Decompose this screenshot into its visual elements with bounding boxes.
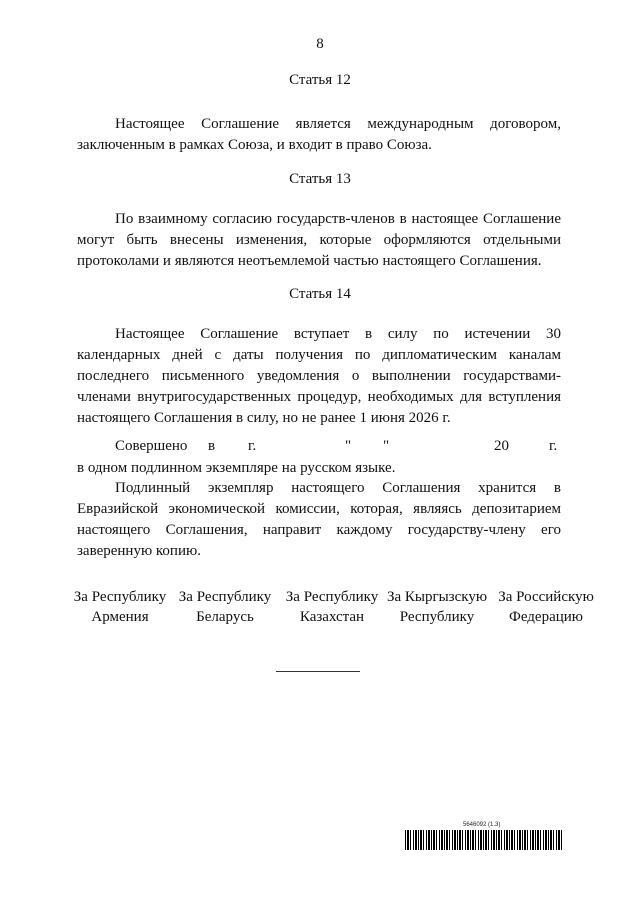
quote-open: ": [345, 438, 352, 454]
barcode-number: 5646092 (1.3): [463, 822, 501, 828]
signatory-line1: За Республику: [178, 589, 272, 605]
quote-close: ": [383, 438, 390, 454]
signatory-kyrgyzstan: [386, 587, 488, 627]
page-number: 8: [316, 36, 324, 52]
signatory-line2: Казахстан: [299, 609, 365, 625]
year-prefix: 20: [494, 438, 509, 454]
barcode-image: [405, 830, 562, 850]
copy-line: в одном подлинном экземпляре на русском языке.: [77, 460, 396, 476]
signatory-line1: За Кыргызскую: [386, 589, 488, 605]
signatory-kazakhstan: [282, 587, 382, 627]
article-13-title: Статья 13: [289, 171, 351, 187]
in-word: в: [208, 438, 216, 454]
signatory-line2: Республику: [399, 609, 475, 625]
year-suffix: г.: [549, 438, 558, 454]
article-12-title: Статья 12: [289, 72, 351, 88]
signatory-line1: За Республику: [73, 589, 167, 605]
depositary-text: Подлинный экземпляр настоящего Соглашения хранится в Евразийской экономической комиссии, которая, являясь депозитарием настоящего Соглашения, направит каждому государству-члену его заверенную копию.: [77, 480, 561, 559]
done-word: Совершено: [115, 438, 188, 454]
article-14-text: Настоящее Соглашение вступает в силу по истечении 30 календарных дней с даты получения по дипломатическим каналам последнего письменного уведомления о выполнении государствами-членами внутригосударственных процедур, необходимых для вступления настоящего Соглашения в силу, но не ранее 1 июня 2026 г.: [77, 326, 561, 426]
signatory-russia: [494, 587, 598, 627]
article-13-text: По взаимному согласию государств-членов в настоящее Соглашение могут быть внесены изменения, которые оформляются отдельными протоколами и являются неотъемлемой частью настоящего Соглашения.: [77, 211, 561, 269]
signatory-line2: Федерацию: [508, 609, 584, 625]
signatory-armenia: [70, 587, 170, 627]
signatory-line2: Армения: [91, 609, 149, 625]
signatory-belarus: [175, 587, 275, 627]
signatory-line1: За Республику: [285, 589, 379, 605]
signing-line: [77, 438, 561, 459]
end-divider: [276, 671, 360, 672]
article-12-text: Настоящее Соглашение является международным договором, заключенным в рамках Союза, и входит в право Союза.: [77, 116, 561, 153]
signatory-line1: За Российскую: [498, 589, 594, 605]
signatory-line2: Беларусь: [196, 609, 254, 625]
article-14-title: Статья 14: [289, 286, 351, 302]
city-abbr: г.: [248, 438, 257, 454]
